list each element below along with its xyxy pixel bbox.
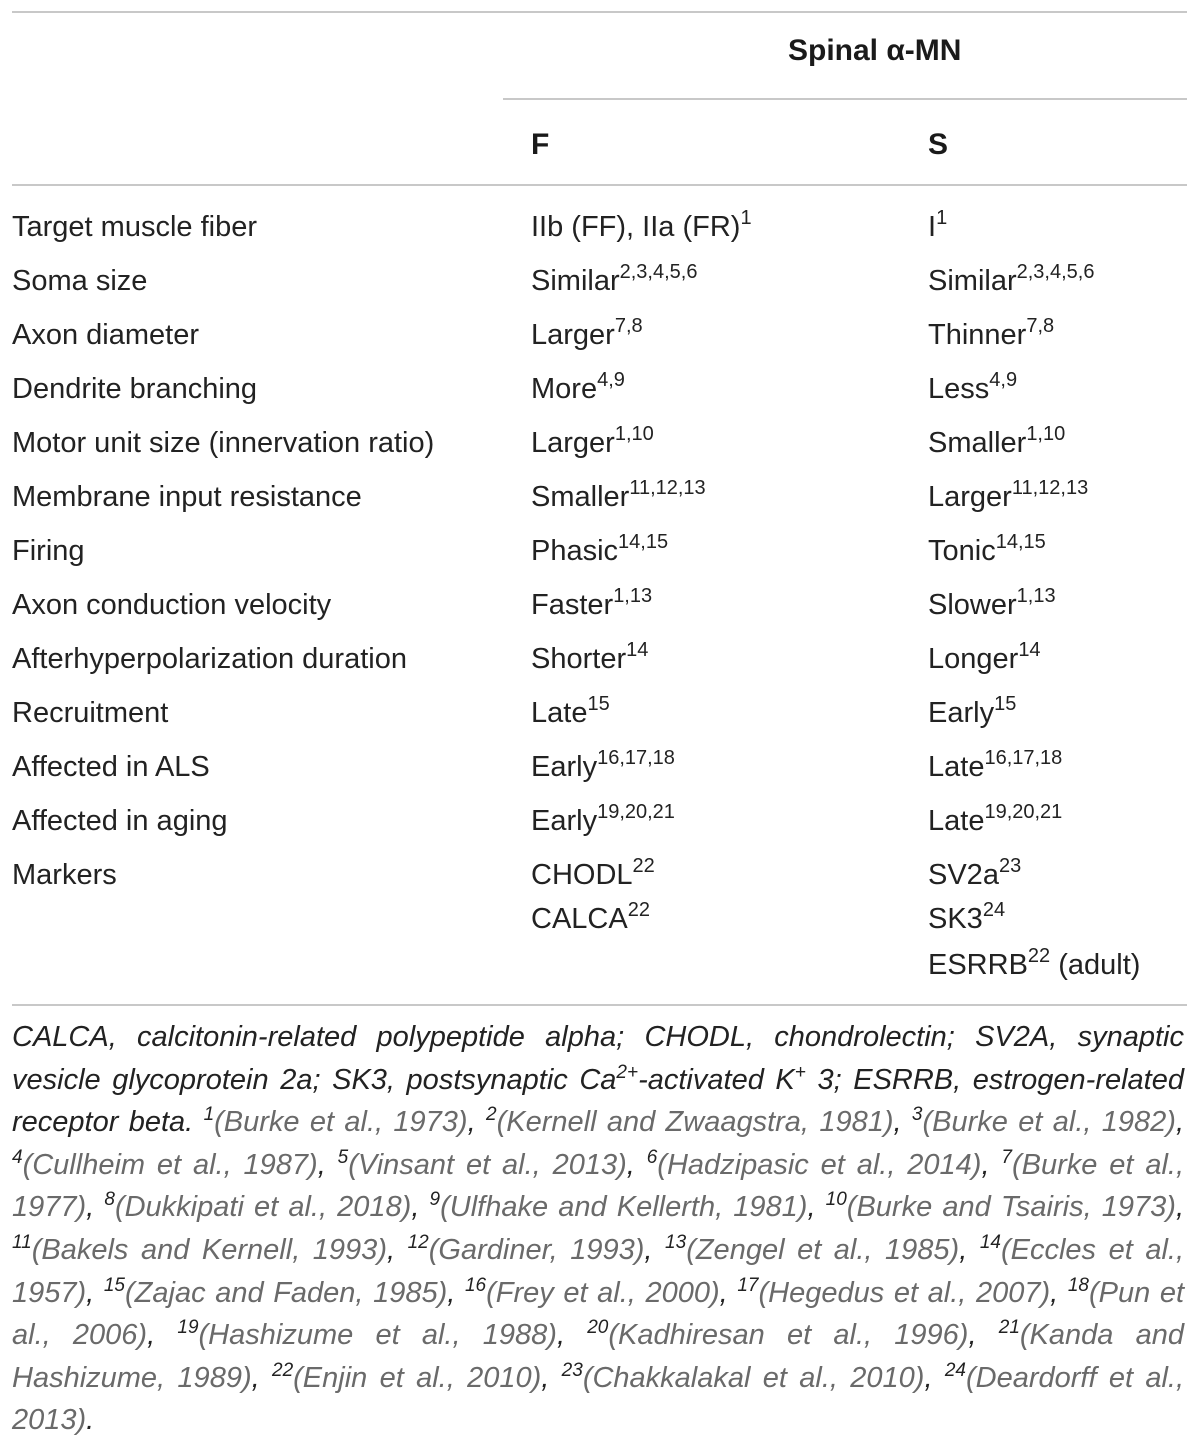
group-rule bbox=[503, 98, 1187, 100]
cell-f: Early$^{16,17,18}$ bbox=[531, 747, 675, 783]
reference-citation: (Enjin et al., 2010) bbox=[293, 1361, 542, 1394]
reference-citation: (Zajac and Faden, 1985) bbox=[125, 1276, 448, 1309]
row-label: Axon conduction velocity bbox=[12, 589, 332, 621]
column-header-s: S bbox=[928, 128, 949, 161]
row-label: Firing bbox=[12, 535, 85, 567]
footnote-abbreviations: CALCA, calcitonin-related polypeptide alpha; CHODL, chondrolectin; SV2A, synaptic vesicle glycoprotein 2a; SK3, postsynaptic $Ca^{2+}$-activated K+ 3; ESRRB, estrogen-related receptor beta. bbox=[12, 1021, 1184, 1139]
cell-s: Slower$^{1,13}$ bbox=[928, 585, 1056, 621]
reference-citation: (Burke et al., 1973) bbox=[214, 1106, 468, 1139]
top-rule bbox=[12, 11, 1187, 13]
cell-f: Shorter$^{14}$ bbox=[531, 639, 649, 675]
reference-citation: (Cullheim et al., 1987) bbox=[22, 1148, 318, 1181]
reference-number: 13 bbox=[665, 1231, 687, 1253]
cell-f: Larger$^{7,8}$ bbox=[531, 315, 643, 351]
reference-citation: (Kernell and Zwaagstra, 1981) bbox=[496, 1106, 894, 1139]
column-header-f: F bbox=[531, 128, 550, 161]
reference-number: 18 bbox=[1067, 1274, 1089, 1296]
marker-f: CALCA$^{22}$ bbox=[531, 899, 650, 935]
header-rule bbox=[12, 184, 1187, 186]
reference-number: 12 bbox=[407, 1231, 429, 1253]
reference-number: 9 bbox=[429, 1189, 441, 1211]
reference-citation: (Eccles et al., 1957) bbox=[12, 1233, 1185, 1309]
reference-citation: (Chakkalakal et al., 2010) bbox=[582, 1361, 925, 1394]
cell-f: Faster$^{1,13}$ bbox=[531, 585, 653, 621]
reference-citation: (Hashizume et al., 1988) bbox=[198, 1319, 557, 1352]
cell-f: Phasic$^{14,15}$ bbox=[531, 531, 669, 567]
reference-number: 24 bbox=[944, 1359, 966, 1381]
reference-citation: (Dukkipati et al., 2018) bbox=[114, 1191, 412, 1224]
reference-number: 6 bbox=[646, 1146, 658, 1168]
reference-number: 19 bbox=[177, 1317, 199, 1339]
reference-number: 17 bbox=[737, 1274, 759, 1296]
row-label: Target muscle fiber bbox=[12, 211, 257, 243]
row-label: Affected in aging bbox=[12, 805, 228, 837]
cell-s: Longer$^{14}$ bbox=[928, 639, 1041, 675]
cell-f: Early$^{19,20,21}$ bbox=[531, 801, 675, 837]
group-header: Spinal α-MN bbox=[788, 34, 962, 67]
table-footnote: CALCA, calcitonin-related polypeptide alpha; CHODL, chondrolectin; SV2A, synaptic vesicle glycoprotein 2a; SK3, postsynaptic $Ca^{2+}$-activated K+ 3; ESRRB, estrogen-related receptor beta. $^1$(Burke et al., 1973), $^2$(Kernell and Zwaagstra, 1981), $^3$(Burke et al., 1982), $^4$(Cullheim et al., 1987), $^5$(Vinsant et al., 2013), $^6$(Hadzipasic et al., 2014), $^7$(Burke et al., 1977), $^8$(Dukkipati et al., 2018), $^9$(Ulfhake and Kellerth, 1981), $^{10}$(Burke and Tsairis, 1973), $^{11}$(Bakels and Kernell, 1993), $^{12}$(Gardiner, 1993), $^{13}$(Zengel et al., 1985), $^{14}$(Eccles et al., 1957), $^{15}$(Zajac and Faden, 1985), $^{16}$(Frey et al., 2000), $^{17}$(Hegedus et al., 2007), $^{18}$(Pun et al., 2006), $^{19}$(Hashizume et al., 1988), $^{20}$(Kadhiresan et al., 1996), $^{21}$(Kanda and Hashizume, 1989), $^{22}$(Enjin et al., 2010), $^{23}$(Chakkalakal et al., 2010), $^{24}$(Deardorff et al., 2013). bbox=[12, 1021, 1185, 1437]
reference-citation: (Frey et al., 2000) bbox=[486, 1276, 720, 1309]
reference-number: 23 bbox=[561, 1359, 583, 1381]
cell-s: Larger$^{11,12,13}$ bbox=[928, 477, 1089, 513]
row-label: Motor unit size (innervation ratio) bbox=[12, 427, 435, 459]
row-label: Dendrite branching bbox=[12, 373, 258, 405]
reference-number: 3 bbox=[911, 1104, 923, 1126]
reference-citation: (Zengel et al., 1985) bbox=[686, 1233, 960, 1266]
reference-number: 22 bbox=[272, 1359, 294, 1381]
cell-f: Similar$^{2,3,4,5,6}$ bbox=[531, 261, 698, 297]
marker-s: $SV2a^{23}$ bbox=[928, 855, 1022, 891]
marker-s: ESRRB$^{22}$ (adult) bbox=[928, 945, 1141, 981]
marker-s: $SK3^{24}$ bbox=[928, 899, 1006, 935]
row-label: Affected in ALS bbox=[12, 751, 210, 783]
cell-s: Tonic$^{14,15}$ bbox=[928, 531, 1046, 567]
reference-number: 15 bbox=[103, 1274, 125, 1296]
row-label: Afterhyperpolarization duration bbox=[12, 643, 407, 675]
cell-s: Late$^{16,17,18}$ bbox=[928, 747, 1063, 783]
reference-number: 7 bbox=[1001, 1146, 1012, 1168]
reference-citation: (Vinsant et al., 2013) bbox=[348, 1148, 627, 1181]
reference-citation: (Kadhiresan et al., 1996) bbox=[608, 1319, 969, 1352]
reference-citation: (Hegedus et al., 2007) bbox=[758, 1276, 1051, 1309]
cell-f: Smaller$^{11,12,13}$ bbox=[531, 477, 706, 513]
reference-citation: (Burke et al., 1982) bbox=[922, 1106, 1176, 1139]
row-label: Recruitment bbox=[12, 697, 169, 729]
reference-number: 14 bbox=[979, 1231, 1001, 1253]
reference-number: 1 bbox=[203, 1104, 215, 1126]
reference-number: 20 bbox=[587, 1317, 609, 1339]
cell-f: IIb (FF), IIa (FR)$^1$ bbox=[531, 207, 752, 243]
cell-s: Thinner$^{7,8}$ bbox=[928, 315, 1055, 351]
reference-citation: (Deardorff et al., 2013) bbox=[12, 1361, 1185, 1437]
reference-number: 21 bbox=[998, 1317, 1020, 1339]
reference-number: 11 bbox=[12, 1231, 32, 1253]
reference-number: 2 bbox=[486, 1104, 497, 1126]
row-label: Markers bbox=[12, 859, 117, 891]
cell-s: $I^1$ bbox=[928, 207, 948, 243]
reference-citation: (Pun et al., 2006) bbox=[12, 1276, 1185, 1352]
reference-number: 8 bbox=[104, 1189, 115, 1211]
reference-citation: (Bakels and Kernell, 1993) bbox=[31, 1233, 387, 1266]
marker-f: CHODL$^{22}$ bbox=[531, 855, 655, 891]
cell-s: Early$^{15}$ bbox=[928, 693, 1017, 729]
reference-number: 10 bbox=[825, 1189, 847, 1211]
cell-s: Similar$^{2,3,4,5,6}$ bbox=[928, 261, 1095, 297]
cell-s: Late$^{19,20,21}$ bbox=[928, 801, 1063, 837]
row-label: Soma size bbox=[12, 265, 148, 297]
cell-f: Larger$^{1,10}$ bbox=[531, 423, 654, 459]
footer-rule bbox=[12, 1004, 1187, 1006]
reference-number: 4 bbox=[12, 1146, 23, 1168]
cell-f: Late$^{15}$ bbox=[531, 693, 610, 729]
reference-citation: (Burke et al., 1977) bbox=[12, 1148, 1184, 1224]
reference-citation: (Kanda and Hashizume, 1989) bbox=[12, 1319, 1185, 1394]
reference-citation: (Gardiner, 1993) bbox=[428, 1233, 645, 1266]
cell-s: Less$^{4,9}$ bbox=[928, 369, 1018, 405]
row-label: Axon diameter bbox=[12, 319, 199, 351]
cell-s: Smaller$^{1,10}$ bbox=[928, 423, 1066, 459]
reference-citation: (Ulfhake and Kellerth, 1981) bbox=[440, 1191, 808, 1224]
reference-number: 5 bbox=[337, 1146, 349, 1168]
cell-f: More$^{4,9}$ bbox=[531, 369, 625, 405]
reference-citation: (Hadzipasic et al., 2014) bbox=[657, 1148, 982, 1181]
reference-citation: (Burke and Tsairis, 1973) bbox=[846, 1191, 1176, 1224]
reference-number: 16 bbox=[464, 1274, 487, 1296]
row-label: Membrane input resistance bbox=[12, 481, 362, 513]
